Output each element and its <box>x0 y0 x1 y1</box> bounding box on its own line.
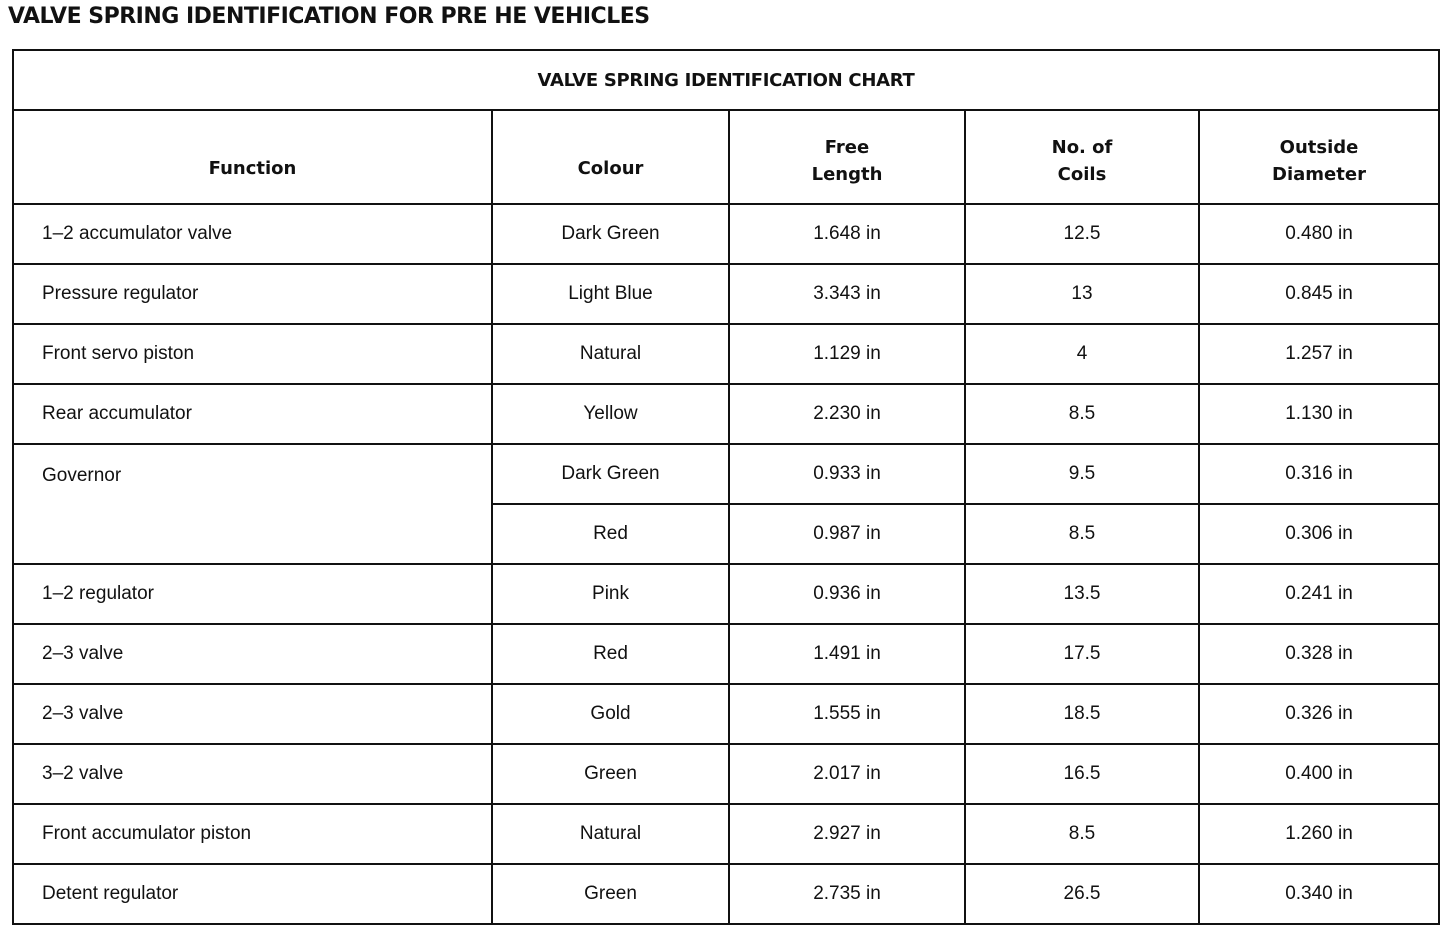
cell-diameter: 0.241 in <box>1199 564 1439 624</box>
cell-colour: Light Blue <box>492 264 729 324</box>
cell-diameter: 1.130 in <box>1199 384 1439 444</box>
valve-spring-table <box>12 49 1440 925</box>
cell-coils: 26.5 <box>965 864 1199 924</box>
cell-free-length: 0.936 in <box>729 564 965 624</box>
cell-diameter: 0.845 in <box>1199 264 1439 324</box>
table-row <box>13 444 1439 504</box>
cell-function: Detent regulator <box>13 864 492 924</box>
cell-colour: Green <box>492 744 729 804</box>
header-function <box>13 110 492 204</box>
cell-coils: 16.5 <box>965 744 1199 804</box>
table-row <box>13 804 1439 864</box>
header-colour <box>492 110 729 204</box>
cell-free-length: 2.927 in <box>729 804 965 864</box>
cell-colour: Natural <box>492 324 729 384</box>
cell-function: Governor <box>13 444 492 564</box>
header-free-length-line2: Length <box>811 164 883 185</box>
cell-function: 1–2 accumulator valve <box>13 204 492 264</box>
cell-function: Rear accumulator <box>13 384 492 444</box>
cell-function: Front accumulator piston <box>13 804 492 864</box>
cell-diameter: 0.326 in <box>1199 684 1439 744</box>
cell-function: 3–2 valve <box>13 744 492 804</box>
cell-colour: Gold <box>492 684 729 744</box>
cell-free-length: 1.491 in <box>729 624 965 684</box>
cell-colour: Dark Green <box>492 204 729 264</box>
cell-function: 1–2 regulator <box>13 564 492 624</box>
cell-coils: 13.5 <box>965 564 1199 624</box>
table-row <box>13 744 1439 804</box>
cell-free-length: 3.343 in <box>729 264 965 324</box>
header-coils <box>965 110 1199 204</box>
cell-function: 2–3 valve <box>13 684 492 744</box>
header-free-length <box>729 110 965 204</box>
cell-coils: 8.5 <box>965 804 1199 864</box>
cell-colour: Yellow <box>492 384 729 444</box>
header-coils-line1: No. of <box>1051 137 1113 158</box>
table-row <box>13 384 1439 444</box>
cell-free-length: 1.648 in <box>729 204 965 264</box>
cell-colour: Dark Green <box>492 444 729 504</box>
cell-coils: 18.5 <box>965 684 1199 744</box>
cell-colour: Green <box>492 864 729 924</box>
cell-function: Front servo piston <box>13 324 492 384</box>
cell-diameter: 1.260 in <box>1199 804 1439 864</box>
table-row <box>13 864 1439 924</box>
table-row <box>13 564 1439 624</box>
cell-diameter: 0.328 in <box>1199 624 1439 684</box>
cell-coils: 8.5 <box>965 384 1199 444</box>
cell-diameter: 0.480 in <box>1199 204 1439 264</box>
header-diameter-line1: Outside <box>1279 137 1359 158</box>
cell-free-length: 2.017 in <box>729 744 965 804</box>
table-row <box>13 264 1439 324</box>
table-row <box>13 204 1439 264</box>
chart-title: VALVE SPRING IDENTIFICATION CHART <box>13 50 1439 110</box>
cell-coils: 9.5 <box>965 444 1199 504</box>
cell-colour: Natural <box>492 804 729 864</box>
table-row <box>13 624 1439 684</box>
header-function-label: Function <box>208 157 297 179</box>
cell-free-length: 2.735 in <box>729 864 965 924</box>
cell-function: Pressure regulator <box>13 264 492 324</box>
cell-free-length: 0.987 in <box>729 504 965 564</box>
table-row <box>13 324 1439 384</box>
cell-free-length: 1.129 in <box>729 324 965 384</box>
cell-coils: 4 <box>965 324 1199 384</box>
header-coils-line2: Coils <box>1057 164 1107 185</box>
cell-free-length: 0.933 in <box>729 444 965 504</box>
cell-diameter: 0.306 in <box>1199 504 1439 564</box>
cell-coils: 12.5 <box>965 204 1199 264</box>
cell-diameter: 0.340 in <box>1199 864 1439 924</box>
header-diameter-line2: Diameter <box>1272 164 1366 185</box>
document-title: VALVE SPRING IDENTIFICATION FOR PRE HE VEHICLES <box>8 4 650 29</box>
cell-function: 2–3 valve <box>13 624 492 684</box>
header-colour-label: Colour <box>577 157 644 179</box>
table-row <box>13 684 1439 744</box>
header-diameter <box>1199 110 1439 204</box>
cell-diameter: 0.316 in <box>1199 444 1439 504</box>
header-free-length-line1: Free <box>824 137 870 158</box>
cell-diameter: 1.257 in <box>1199 324 1439 384</box>
cell-free-length: 1.555 in <box>729 684 965 744</box>
cell-coils: 13 <box>965 264 1199 324</box>
cell-colour: Pink <box>492 564 729 624</box>
cell-coils: 8.5 <box>965 504 1199 564</box>
cell-coils: 17.5 <box>965 624 1199 684</box>
cell-free-length: 2.230 in <box>729 384 965 444</box>
cell-colour: Red <box>492 504 729 564</box>
cell-diameter: 0.400 in <box>1199 744 1439 804</box>
cell-colour: Red <box>492 624 729 684</box>
